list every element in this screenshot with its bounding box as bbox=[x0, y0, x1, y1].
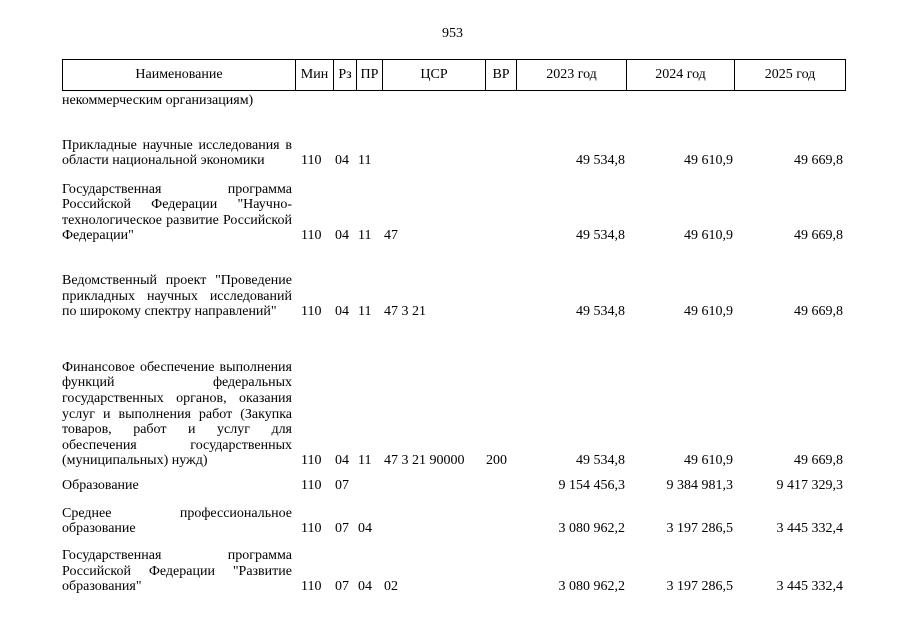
table-header bbox=[62, 59, 846, 91]
row-2024: 49 610,9 bbox=[684, 453, 733, 469]
row-name: Государственная программа Российской Федерации "Научно-технологическое развитие Российской Федерации" bbox=[62, 181, 292, 244]
row-min: 110 bbox=[301, 579, 322, 595]
header-pr: ПР bbox=[356, 60, 382, 90]
row-name: Ведомственный проект "Проведение прикладных научных исследований по широкому спектру направлений" bbox=[62, 273, 292, 320]
row-vr: 200 bbox=[486, 453, 507, 469]
row-2024: 3 197 286,5 bbox=[666, 579, 733, 595]
row-2025: 3 445 332,4 bbox=[776, 521, 843, 537]
row-name: Финансовое обеспечение выполнения функций федеральных государственных органов, оказания услуг и выполнения работ (Закупка товаров, работ и услуг для обеспечения государственных (муниципальных) нужд) bbox=[62, 359, 292, 469]
row-min: 110 bbox=[301, 478, 322, 494]
row-2025: 9 417 329,3 bbox=[776, 478, 843, 494]
header-csr: ЦСР bbox=[382, 60, 485, 90]
table-row bbox=[0, 478, 905, 494]
row-rz: 04 bbox=[335, 453, 349, 469]
row-2023: 49 534,8 bbox=[576, 453, 625, 469]
header-rz: Рз bbox=[333, 60, 356, 90]
row-pr: 11 bbox=[358, 304, 372, 320]
row-2024: 9 384 981,3 bbox=[666, 478, 733, 494]
row-csr: 47 3 21 90000 bbox=[384, 453, 465, 469]
row-min: 110 bbox=[301, 304, 322, 320]
row-2024: 3 197 286,5 bbox=[666, 521, 733, 537]
row-pr: 11 bbox=[358, 228, 372, 244]
row-2023: 49 534,8 bbox=[576, 153, 625, 169]
header-vr: ВР bbox=[485, 60, 516, 90]
table-row bbox=[0, 256, 905, 320]
table-row bbox=[0, 120, 905, 169]
row-pr: 11 bbox=[358, 453, 372, 469]
row-2025: 49 669,8 bbox=[794, 153, 843, 169]
row-2024: 49 610,9 bbox=[684, 228, 733, 244]
header-2024: 2024 год bbox=[626, 60, 734, 90]
row-csr: 47 3 21 bbox=[384, 304, 426, 320]
row-csr: 02 bbox=[384, 579, 398, 595]
row-pr: 04 bbox=[358, 579, 372, 595]
row-min: 110 bbox=[301, 228, 322, 244]
row-rz: 04 bbox=[335, 153, 349, 169]
row-rz: 04 bbox=[335, 228, 349, 244]
row-2024: 49 610,9 bbox=[684, 153, 733, 169]
row-min: 110 bbox=[301, 453, 322, 469]
row-name: Среднее профессиональное образование bbox=[62, 505, 292, 537]
header-2023: 2023 год bbox=[516, 60, 626, 90]
row-min: 110 bbox=[301, 153, 322, 169]
row-2023: 49 534,8 bbox=[576, 228, 625, 244]
row-pr: 04 bbox=[358, 521, 372, 537]
row-name: Прикладные научные исследования в области национальной экономики bbox=[62, 137, 292, 169]
row-2023: 9 154 456,3 bbox=[558, 478, 625, 494]
row-name: Государственная программа Российской Федерации "Развитие образования" bbox=[62, 548, 292, 595]
row-2024: 49 610,9 bbox=[684, 304, 733, 320]
table-row bbox=[0, 546, 905, 595]
row-2025: 49 669,8 bbox=[794, 304, 843, 320]
row-rz: 07 bbox=[335, 478, 349, 494]
row-2023: 3 080 962,2 bbox=[558, 579, 625, 595]
row-rz: 07 bbox=[335, 579, 349, 595]
row-rz: 07 bbox=[335, 521, 349, 537]
page-number: 953 bbox=[442, 26, 463, 41]
row-csr: 47 bbox=[384, 228, 398, 244]
row-rz: 04 bbox=[335, 304, 349, 320]
header-min: Мин bbox=[295, 60, 333, 90]
row-2023: 3 080 962,2 bbox=[558, 521, 625, 537]
continuation-row bbox=[0, 93, 905, 109]
row-2025: 49 669,8 bbox=[794, 228, 843, 244]
table-row bbox=[0, 332, 905, 469]
table-row bbox=[0, 504, 905, 537]
header-name: Наименование bbox=[135, 67, 223, 82]
row-2025: 49 669,8 bbox=[794, 453, 843, 469]
continuation-text: некоммерческим организациям) bbox=[62, 93, 254, 108]
row-pr: 11 bbox=[358, 153, 372, 169]
table-row bbox=[0, 180, 905, 244]
row-2023: 49 534,8 bbox=[576, 304, 625, 320]
header-2025: 2025 год bbox=[734, 60, 845, 90]
row-min: 110 bbox=[301, 521, 322, 537]
row-name: Образование bbox=[62, 478, 139, 494]
row-2025: 3 445 332,4 bbox=[776, 579, 843, 595]
